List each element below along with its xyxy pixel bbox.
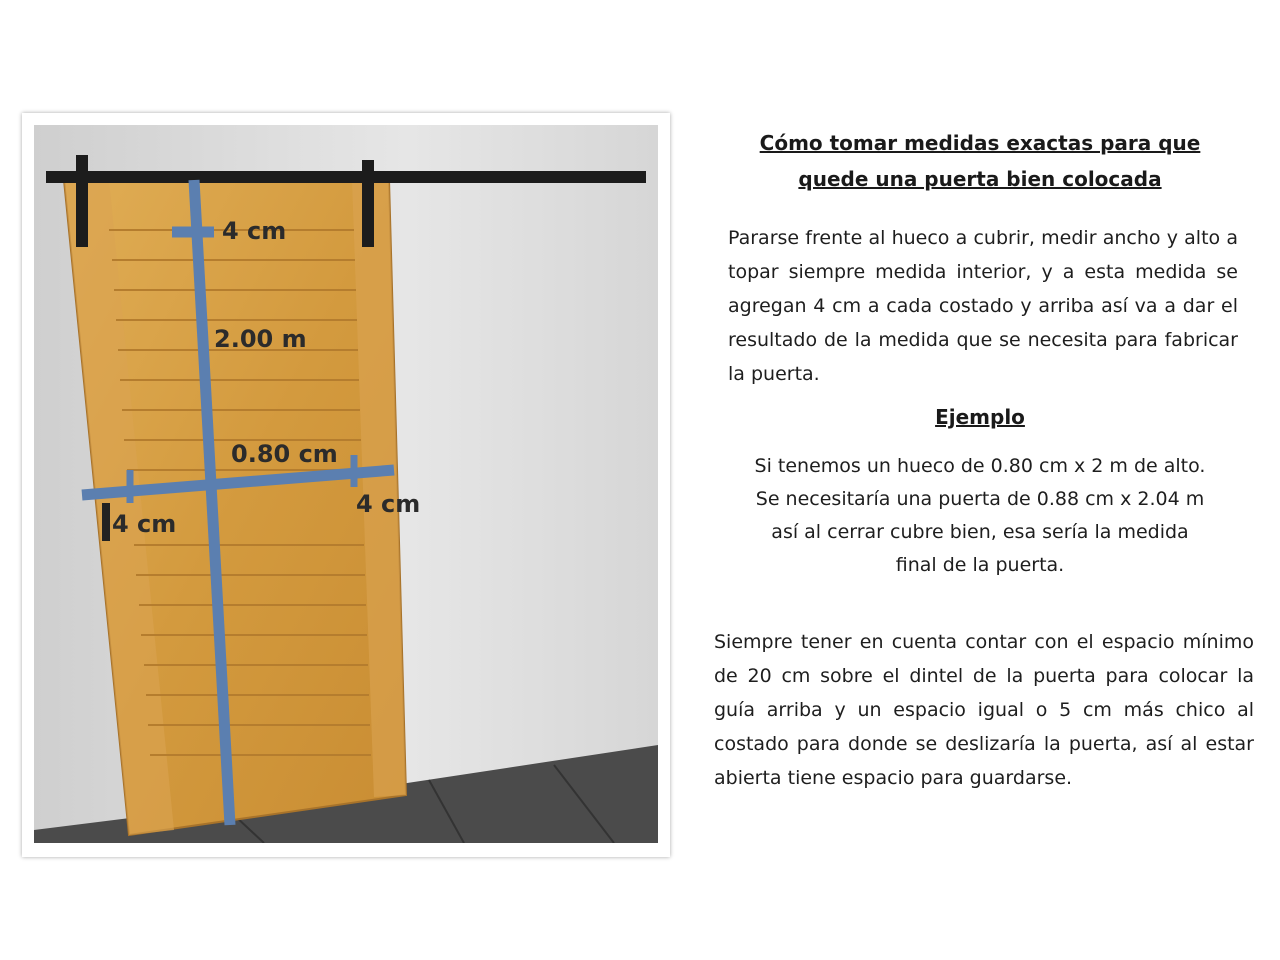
door-photo-frame — [22, 113, 670, 857]
label-top-margin: 4 cm — [222, 217, 287, 245]
label-right-margin: 4 cm — [356, 490, 421, 518]
example-line-3: así al cerrar cubre bien, esa sería la medida — [771, 521, 1189, 543]
sliding-rail — [46, 171, 646, 183]
instructions-column — [700, 125, 1260, 789]
example-line-2: Se necesitaría una puerta de 0.88 cm x 2.04 m — [755, 488, 1205, 510]
example-line-1: Si tenemos un hueco de 0.80 cm x 2 m de alto. — [754, 455, 1206, 477]
title-line-2: quede una puerta bien colocada — [798, 167, 1162, 191]
rail-hanger-right — [362, 160, 374, 247]
note-paragraph: Siempre tener en cuenta contar con el espacio mínimo de 20 cm sobre el dintel de la puerta para colocar la guía arriba y un espacio igual o 5 cm más chico al costado para donde se deslizaría la puerta, así al estar abierta tiene espacio para guardarse. — [714, 631, 1254, 789]
title — [700, 125, 1260, 197]
door-illustration — [34, 125, 658, 843]
example-heading: Ejemplo — [935, 405, 1025, 429]
label-width: 0.80 cm — [231, 440, 338, 468]
barn-door-photo — [34, 125, 658, 843]
example-line-4: final de la puerta. — [895, 554, 1065, 576]
instructions-paragraph: Pararse frente al hueco a cubrir, medir ancho y alto a topar siempre medida interior, y a esta medida se agregan 4 cm a cada costado y arriba así va a dar el resultado de la medida que se necesita para fabricar la puerta. — [728, 227, 1238, 385]
label-left-margin: 4 cm — [112, 510, 177, 538]
example-paragraph — [700, 450, 1260, 582]
door-handle — [102, 503, 110, 541]
title-line-1: Cómo tomar medidas exactas para que — [759, 131, 1201, 155]
rail-hanger-left — [76, 155, 88, 247]
label-height: 2.00 m — [214, 325, 307, 353]
